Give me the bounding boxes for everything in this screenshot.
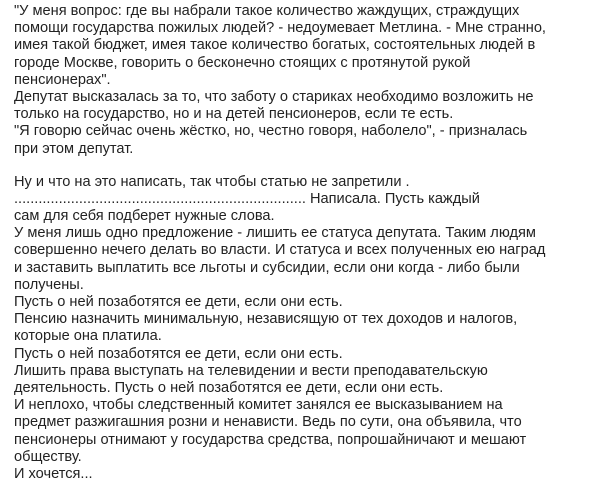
text-line: Лишить права выступать на телевидении и вести преподавательскую [14, 362, 488, 379]
text-line: У меня лишь одно предложение - лишить ее статуса депутата. Таким людям [14, 225, 536, 242]
text-line: "Я говорю сейчас очень жёстко, но, честно говоря, наболело", - призналась [14, 123, 528, 140]
text-line: имея такой бюджет, имея такое количество богатых, состоятельных людей в [14, 37, 536, 54]
text-line: городе Москве, говорить о бесконечно стоящих с протянутой рукой [14, 54, 471, 71]
text-line: помощи государства пожилых людей? - недоумевает Метлина. - Мне странно, [14, 20, 546, 37]
text-line: Пенсию назначить минимальную, независящую от тех доходов и налогов, [14, 311, 518, 328]
deputy-statement-paragraph [14, 89, 608, 123]
text-line: которые она платила. [14, 328, 162, 345]
text-line: только на государство, но и на детей пенсионеров, если те есть. [14, 106, 454, 123]
deputy-quote-paragraph [14, 123, 608, 157]
text-line: Пусть о ней позаботятся ее дети, если они есть. [14, 345, 343, 362]
text-line: Депутат высказалась за то, что заботу о стариках необходимо возложить не [14, 88, 534, 105]
text-line: получены. [14, 276, 84, 293]
text-line: деятельность. Пусть о ней позаботятся ее дети, если они есть. [14, 379, 444, 396]
text-line: и заставить выплатить все льготы и субсидии, если они когда - либо были [14, 259, 520, 276]
text-line: Ну и что на это написать, так чтобы статью не запретили . [14, 173, 410, 190]
text-line: при этом депутат. [14, 140, 134, 157]
text-line: совершенно нечего делать во власти. И статуса и всех полученных ею наград [14, 242, 546, 259]
text-line: предмет разжигашния розни и ненависти. Ведь по сути, она объявила, что [14, 414, 522, 431]
quote-paragraph [14, 3, 608, 89]
text-line: пенсионеры отнимают у государства средства, попрошайничают и мешают [14, 431, 527, 448]
comment-block [14, 174, 608, 483]
text-line: ........................................................................ Написала. Пусть каждый [14, 190, 480, 207]
text-line: обществу. [14, 448, 82, 465]
paragraph-spacer [14, 158, 608, 174]
text-line: И хочется... [14, 465, 93, 482]
text-line: И неплохо, чтобы следственный комитет занялся ее высказыванием на [14, 397, 503, 414]
text-line: сам для себя подберет нужные слова. [14, 208, 275, 225]
text-line: пенсионерах". [14, 71, 111, 88]
text-line: "У меня вопрос: где вы набрали такое количество жаждущих, страждущих [14, 3, 520, 19]
text-line: Пусть о ней позаботятся ее дети, если они есть. [14, 294, 343, 310]
